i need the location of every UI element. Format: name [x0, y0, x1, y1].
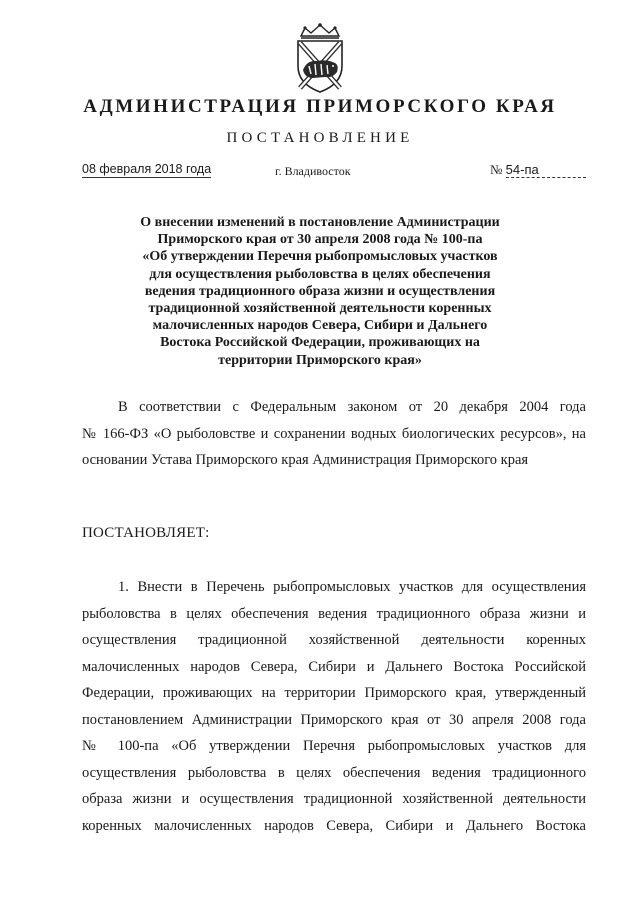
paragraph-line: Федерации, проживающих на территории Приморского края, утвержденный	[82, 685, 586, 701]
coat-of-arms-icon	[289, 22, 351, 94]
number-value: 54-па	[506, 162, 586, 178]
paragraph-line: 1. Внести в Перечень рыбопромысловых участков для осуществления	[118, 579, 586, 595]
paragraph-line: осуществления рыболовства в целях обеспечения ведения традиционного	[82, 764, 586, 781]
paragraph-line: осуществления традиционной хозяйственной деятельности коренных	[82, 632, 586, 648]
subject-line: Востока Российской Федерации, проживающих на	[160, 335, 480, 351]
number-prefix: №	[490, 162, 503, 177]
document-subject	[110, 214, 530, 369]
document-number	[490, 162, 586, 178]
paragraph-line: коренных малочисленных народов Севера, Сибири и Дальнего Востока	[82, 817, 586, 834]
subject-line: территории Приморского края»	[218, 352, 422, 368]
organization-title: АДМИНИСТРАЦИЯ ПРИМОРСКОГО КРАЯ	[83, 96, 557, 117]
paragraph-line: малочисленных народов Севера, Сибири и Дальнего Востока Российской	[82, 658, 586, 675]
subject-line: «Об утверждении Перечня рыбопромысловых участков	[142, 249, 498, 265]
item-1-paragraph	[82, 574, 586, 839]
subject-line: малочисленных народов Севера, Сибири и Дальнего	[152, 318, 488, 334]
document-type: ПОСТАНОВЛЕНИЕ	[226, 130, 414, 146]
subject-line: для осуществления рыболовства в целях обеспечения	[149, 266, 491, 282]
subject-line: ведения традиционного образа жизни и осуществления	[144, 283, 496, 299]
preamble-paragraph	[82, 394, 586, 474]
subject-line: О внесении изменений в постановление Администрации	[140, 215, 500, 230]
subject-line: традиционной хозяйственной деятельности коренных	[148, 301, 492, 317]
paragraph-line: постановлением Администрации Приморского края от 30 апреля 2008 года	[82, 711, 586, 728]
paragraph-line: В соответствии с Федеральным законом от 20 декабря 2004 года	[118, 399, 586, 415]
document-date: 08 февраля 2018 года	[82, 162, 212, 176]
paragraph-line: основании Устава Приморского края Администрация Приморского края	[82, 452, 529, 468]
document-city: г. Владивосток	[275, 164, 351, 178]
subject-line: Приморского края от 30 апреля 2008 года № 100-па	[157, 232, 483, 248]
paragraph-line: № 100-па «Об утверждении Перечня рыбопромысловых участков для	[82, 738, 586, 754]
paragraph-line: № 166-ФЗ «О рыболовстве и сохранении водных биологических ресурсов», на	[82, 425, 586, 442]
paragraph-line: рыболовства в целях обеспечения ведения традиционного образа жизни и	[82, 605, 586, 622]
resolution-word: ПОСТАНОВЛЯЕТ:	[82, 525, 210, 541]
paragraph-line: образа жизни и осуществления традиционной хозяйственной деятельности	[82, 791, 586, 807]
